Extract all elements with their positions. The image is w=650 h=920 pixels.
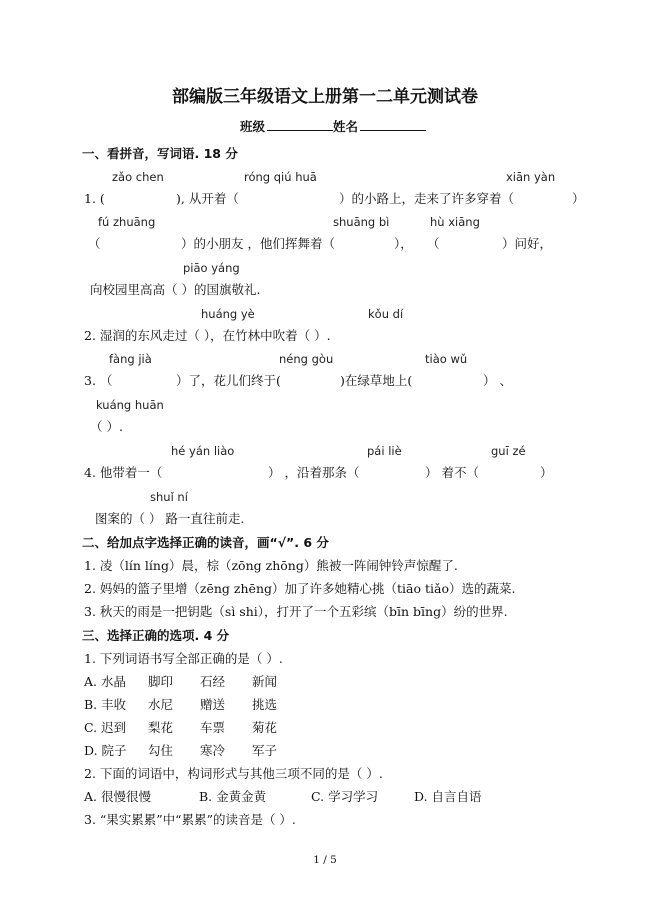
- pinyin: néng gòu: [279, 352, 334, 366]
- pinyin: fàng jià: [109, 352, 152, 366]
- option-word: A. 很慢很慢: [84, 789, 151, 804]
- pinyin: kǒu dí: [368, 307, 404, 321]
- option-word: 菊花: [252, 720, 278, 735]
- page-number: 1 / 5: [313, 854, 337, 866]
- option-word: A. 水晶: [84, 674, 126, 689]
- option-word: 勾住: [148, 743, 174, 758]
- pinyin: fú zhuāng: [98, 215, 156, 229]
- q2-options: [84, 789, 482, 805]
- page-title: 部编版三年级语文上册第一二单元测试卷: [172, 87, 478, 107]
- q1-line2-d: （: [427, 236, 440, 251]
- q1-option-a: [84, 674, 277, 690]
- option-word: C. 迟到: [84, 720, 127, 735]
- pinyin: piāo yáng: [183, 261, 240, 275]
- option-word: 挑选: [252, 697, 278, 712]
- option-word: 水尼: [148, 697, 174, 712]
- option-word: 梨花: [148, 720, 174, 735]
- q1-line3: 向校园里高高（ ）的国旗敬礼.: [90, 282, 261, 297]
- q1-line1-a: 1. (: [84, 191, 105, 206]
- option-word: 军子: [252, 743, 278, 758]
- pinyin: kuáng huān: [96, 398, 164, 412]
- section2-item: 2. 妈妈的篮子里增（zēng zhēng）加了许多她精心挑（tiāo tiǎo）选的蔬菜.: [84, 581, 516, 596]
- q1-line2-c: ），: [394, 236, 413, 251]
- class-label: 班级: [240, 119, 266, 134]
- q3-line2: （ ）.: [90, 419, 123, 434]
- pinyin: shuǐ ní: [150, 490, 188, 504]
- q1-line2-e: ）问好，: [502, 236, 553, 251]
- section3-q3: 3. “果实累累”中“累累”的读音是（ ）.: [84, 812, 296, 827]
- q1-line1-c: ）的小路上，走来了许多穿着（: [339, 191, 515, 206]
- q1-option-b: [84, 697, 277, 713]
- pinyin: hé yán liào: [171, 444, 235, 458]
- q1-line2-b: ）的小朋友 ，他们挥舞着（: [181, 236, 335, 251]
- class-name-line: [240, 118, 426, 135]
- option-word: C. 学习学习: [311, 789, 379, 804]
- q2-line: 2. 湿润的东风走过（ ），在竹林中吹着（ ）.: [84, 328, 331, 343]
- option-word: 赠送: [200, 697, 226, 712]
- option-word: B. 金黄金黄: [199, 789, 267, 804]
- q4-line2: 图案的（ ） 路一直往前走.: [95, 511, 245, 526]
- option-word: 寒冷: [200, 743, 226, 758]
- pinyin: xiān yàn: [506, 170, 556, 184]
- option-word: 车票: [200, 720, 226, 735]
- pinyin: pái liè: [367, 444, 402, 458]
- q1-line1-d: ）: [572, 191, 585, 206]
- option-word: D. 院子: [84, 743, 127, 758]
- option-word: 石经: [200, 674, 226, 689]
- pinyin: hù xiāng: [430, 215, 480, 229]
- section2-heading: 二、给加点字选择正确的读音，画“√”. 6 分: [82, 535, 329, 550]
- q1-line1-b: ), 从开着（: [176, 191, 239, 206]
- pinyin: shuāng bì: [333, 215, 390, 229]
- q4-line-d: ）: [540, 465, 553, 480]
- pinyin: zǎo chen: [112, 170, 164, 184]
- q3-line-c: )在绿草地上(: [340, 373, 413, 388]
- pinyin: guī zé: [491, 444, 526, 458]
- q4-line-c: ） 着不（: [425, 465, 479, 480]
- section2-item: 1. 凌（lín líng）晨，棕（zōng zhōng）熊被一阵闹钟铃声惊醒了.: [84, 558, 458, 573]
- name-blank[interactable]: [360, 118, 426, 131]
- option-word: B. 丰收: [84, 697, 127, 712]
- option-word: D. 自言自语: [414, 789, 482, 804]
- q1-option-c: [84, 720, 277, 736]
- class-blank[interactable]: [267, 118, 333, 131]
- section3-q1: 1. 下列词语书写全部正确的是（ ）.: [84, 651, 283, 666]
- option-word: 脚印: [148, 674, 174, 689]
- section3-q2: 2. 下面的词语中，构词形式与其他三项不同的是（ ）.: [84, 766, 383, 781]
- q1-option-d: [84, 743, 277, 759]
- q4-line-a: 4. 他带着一（: [84, 465, 163, 480]
- q3-line-a: 3. （: [84, 373, 113, 388]
- name-label: 姓名: [333, 119, 359, 134]
- pinyin: huáng yè: [201, 307, 255, 321]
- q1-line2-a: （: [88, 236, 101, 251]
- option-word: 新闻: [252, 674, 278, 689]
- pinyin: róng qiú huā: [244, 170, 317, 184]
- section3-heading: 三、选择正确的选项. 4 分: [82, 628, 230, 643]
- q3-line-b: ）了，花儿们终于(: [176, 373, 281, 388]
- q3-line-d: ） 、: [483, 373, 512, 388]
- q4-line-b: ） ，沿着那条（: [268, 465, 360, 480]
- section2-item: 3. 秋天的雨是一把钥匙（sì shi），打开了一个五彩缤（bīn bīng）纷的世界.: [84, 604, 508, 619]
- section1-heading: 一、看拼音，写词语. 18 分: [82, 146, 238, 161]
- pinyin: tiào wǔ: [425, 352, 468, 366]
